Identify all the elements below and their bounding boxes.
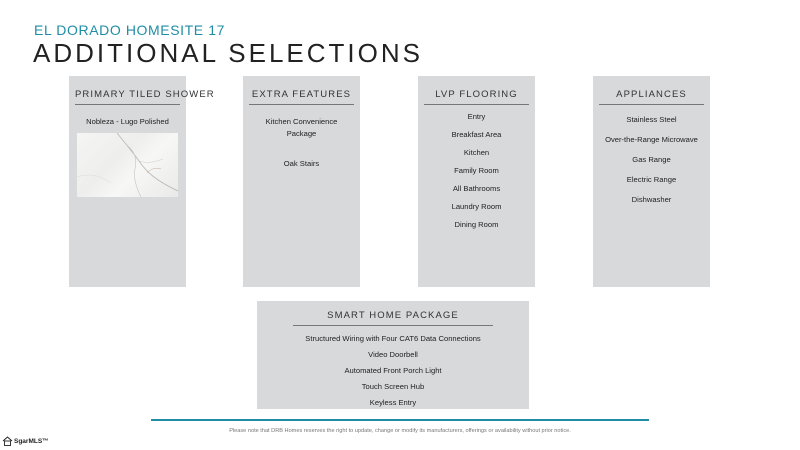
list-item: Structured Wiring with Four CAT6 Data Connections xyxy=(305,334,481,343)
list-item: Oak Stairs xyxy=(283,159,320,168)
list-item: Electric Range xyxy=(626,175,677,184)
list-item: Stainless Steel xyxy=(626,115,677,124)
card-smart-home-package xyxy=(257,301,529,409)
list-item: Keyless Entry xyxy=(369,398,417,407)
mls-logo-text: SgarMLS™ xyxy=(14,437,49,445)
mls-logo xyxy=(2,436,49,446)
list-item: Kitchen xyxy=(463,148,490,157)
disclaimer-note: Please note that DRB Homes reserves the right to update, change or modify its manufacturers, offerings or availability without prior notice. xyxy=(229,428,571,434)
homesite-subtitle: EL DORADO HOMESITE 17 xyxy=(34,22,226,38)
house-icon xyxy=(2,436,13,446)
list-item: Family Room xyxy=(454,166,499,175)
list-item: Video Doorbell xyxy=(368,350,418,359)
list-item: Dishwasher xyxy=(631,195,672,204)
card-heading: APPLIANCES xyxy=(599,89,704,105)
marble-tile-image xyxy=(77,133,178,197)
list-item: Kitchen Convenience Package xyxy=(265,117,338,138)
list-item: All Bathrooms xyxy=(452,184,501,193)
footer-divider xyxy=(151,419,649,421)
list-item: Laundry Room xyxy=(451,202,502,211)
card-extra-features xyxy=(243,76,360,287)
list-item: Touch Screen Hub xyxy=(361,382,425,391)
card-heading: PRIMARY TILED SHOWER xyxy=(75,89,180,105)
card-heading: SMART HOME PACKAGE xyxy=(293,310,493,326)
list-item: Dining Room xyxy=(454,220,499,229)
list-item: Nobleza - Lugo Polished xyxy=(86,117,169,126)
list-item: Over-the-Range Microwave xyxy=(605,135,698,144)
page-title: ADDITIONAL SELECTIONS xyxy=(33,38,423,68)
card-appliances xyxy=(593,76,710,287)
list-item: Gas Range xyxy=(632,155,671,164)
list-item: Automated Front Porch Light xyxy=(344,366,442,375)
list-item: Entry xyxy=(467,112,486,121)
list-item: Breakfast Area xyxy=(451,130,502,139)
card-primary-tiled-shower xyxy=(69,76,215,287)
card-heading: LVP FLOORING xyxy=(424,89,529,105)
card-heading: EXTRA FEATURES xyxy=(249,89,354,105)
card-lvp-flooring xyxy=(418,76,535,287)
